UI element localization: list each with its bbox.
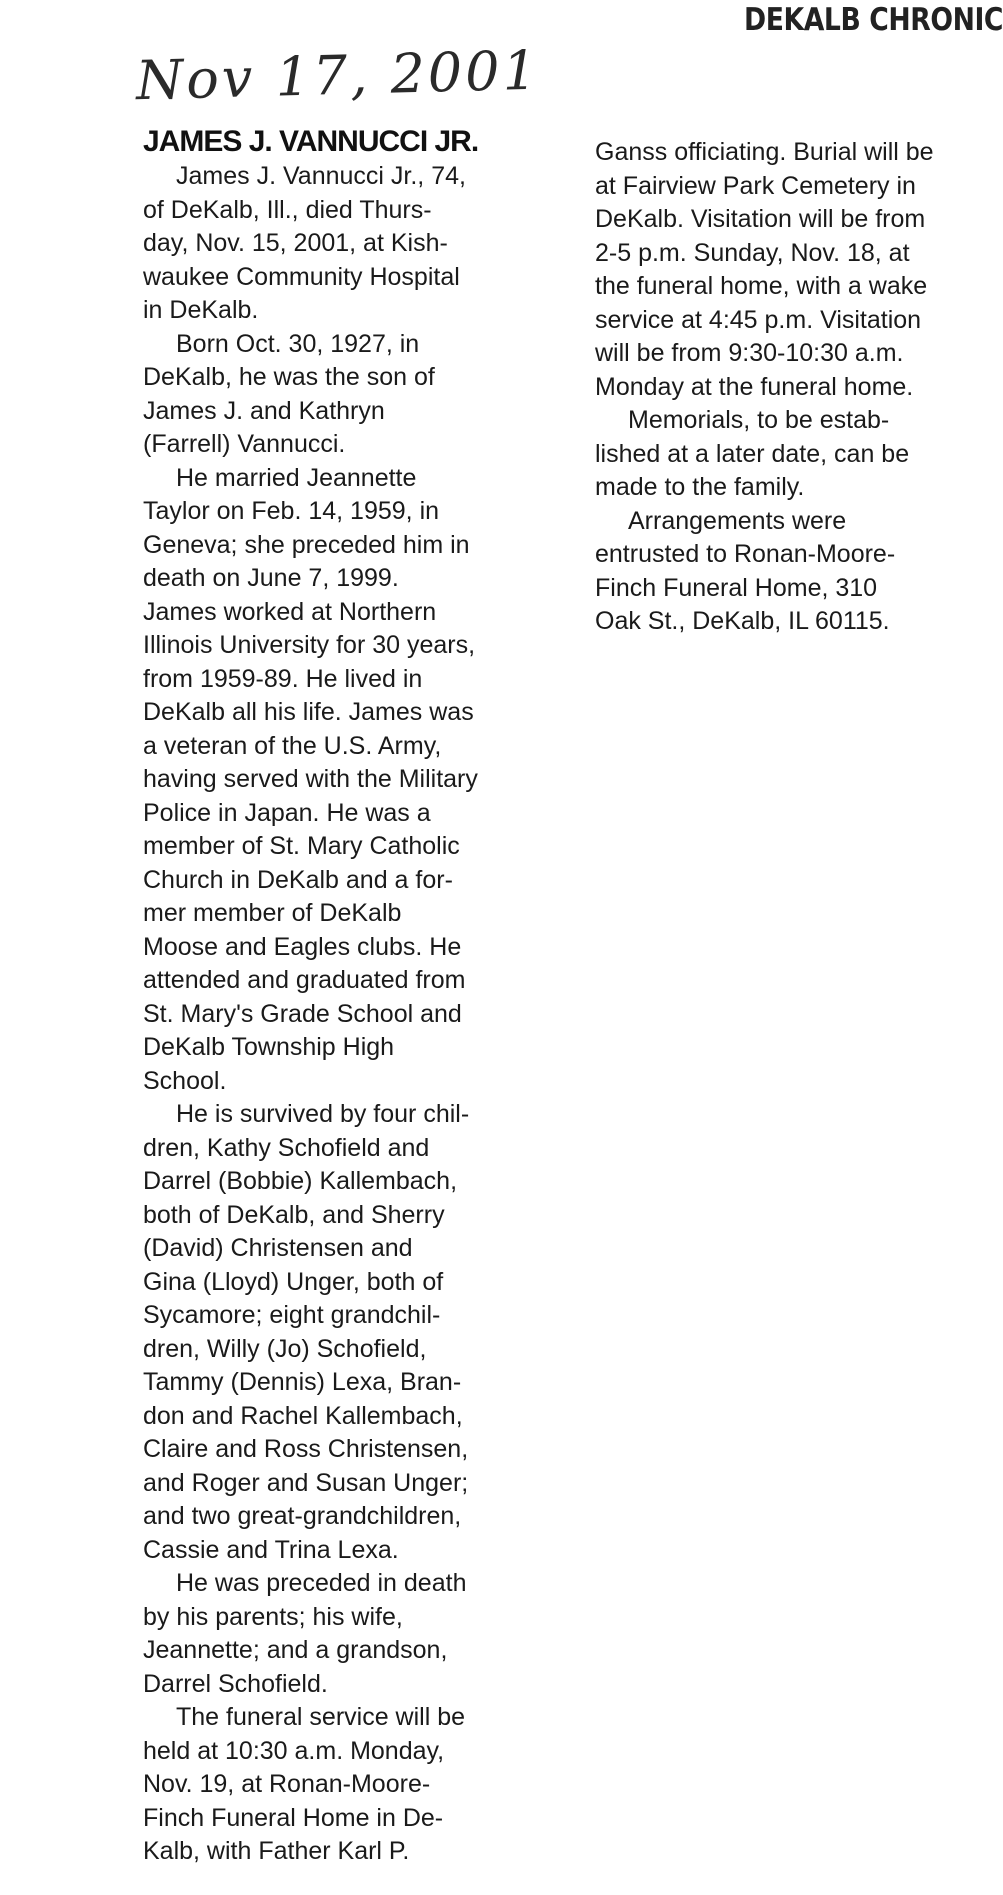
text-line: DeKalb. Visitation will be from — [595, 205, 926, 233]
text-line: Moose and Eagles clubs. He — [143, 932, 462, 961]
obituary-left-column — [143, 160, 523, 1869]
text-line: Sycamore; eight grandchil- — [143, 1301, 441, 1329]
text-line: DeKalb Township High — [143, 1033, 395, 1061]
text-line: Police in Japan. He was a — [143, 798, 431, 827]
text-line: Cassie and Trina Lexa. — [143, 1535, 399, 1564]
text-line: Darrel (Bobbie) Kallembach, — [143, 1167, 458, 1195]
text-line: having served with the Military — [143, 765, 478, 793]
text-line: 2-5 p.m. Sunday, Nov. 18, at — [595, 238, 910, 267]
text-line: Claire and Ross Christensen, — [143, 1435, 469, 1463]
text-line: at Fairview Park Cemetery in — [595, 171, 916, 200]
text-line: waukee Community Hospital — [143, 262, 460, 291]
obituary-right-column — [595, 136, 975, 639]
text-line: Born Oct. 30, 1927, in — [176, 329, 420, 358]
text-line: St. Mary's Grade School and — [143, 999, 462, 1028]
text-line: both of DeKalb, and Sherry — [143, 1200, 445, 1229]
text-line: He is survived by four chil- — [176, 1100, 470, 1128]
text-line: mer member of DeKalb — [143, 899, 402, 927]
text-line: Monday at the funeral home. — [595, 372, 914, 401]
text-line: from 1959-89. He lived in — [143, 664, 423, 693]
text-line: by his parents; his wife, — [143, 1602, 403, 1631]
text-line: lished at a later date, can be — [595, 439, 910, 468]
text-line: the funeral home, with a wake — [595, 272, 928, 300]
text-line: dren, Kathy Schofield and — [143, 1133, 430, 1162]
text-line: School. — [143, 1066, 227, 1095]
text-line: Darrel Schofield. — [143, 1669, 328, 1698]
text-line: Kalb, with Father Karl P. — [143, 1837, 410, 1865]
text-line: Memorials, to be estab- — [628, 406, 890, 434]
text-line: Arrangements were — [628, 506, 847, 535]
text-line: dren, Willy (Jo) Schofield, — [143, 1334, 427, 1363]
text-line: and two great-grandchildren, — [143, 1502, 462, 1530]
obituary-headline: JAMES J. VANNUCCI JR. — [143, 125, 479, 158]
text-line: day, Nov. 15, 2001, at Kish- — [143, 229, 448, 257]
text-line: Nov. 19, at Ronan-Moore- — [143, 1770, 431, 1798]
text-line: attended and graduated from — [143, 966, 466, 994]
text-line: Taylor on Feb. 14, 1959, in — [143, 497, 440, 525]
text-line: James J. Vannucci Jr., 74, — [176, 162, 466, 190]
text-line: death on June 7, 1999. — [143, 564, 399, 592]
text-line: (David) Christensen and — [143, 1234, 413, 1262]
text-line: and Roger and Susan Unger; — [143, 1468, 469, 1497]
text-line: held at 10:30 a.m. Monday, — [143, 1736, 445, 1765]
text-line: He was preceded in death — [176, 1569, 467, 1597]
text-line: Ganss officiating. Burial will be — [595, 138, 934, 166]
text-line: Gina (Lloyd) Unger, both of — [143, 1267, 444, 1296]
text-line: don and Rachel Kallembach, — [143, 1401, 463, 1430]
text-line: will be from 9:30-10:30 a.m. — [595, 339, 904, 367]
newspaper-masthead: DEKALB CHRONIC — [744, 2, 1003, 38]
text-line: member of St. Mary Catholic — [143, 832, 460, 860]
text-line: Tammy (Dennis) Lexa, Bran- — [143, 1368, 462, 1396]
text-line: entrusted to Ronan-Moore- — [595, 540, 896, 568]
text-line: made to the family. — [595, 473, 805, 501]
text-line: DeKalb all his life. James was — [143, 698, 474, 726]
text-line: (Farrell) Vannucci. — [143, 430, 346, 458]
text-line: Jeannette; and a grandson, — [143, 1636, 448, 1664]
text-line: Oak St., DeKalb, IL 60115. — [595, 607, 890, 635]
text-line: Illinois University for 30 years, — [143, 631, 476, 659]
text-line: He married Jeannette — [176, 463, 417, 492]
text-line: DeKalb, he was the son of — [143, 363, 435, 391]
text-line: a veteran of the U.S. Army, — [143, 731, 442, 760]
text-line: service at 4:45 p.m. Visitation — [595, 305, 922, 334]
text-line: The funeral service will be — [176, 1703, 466, 1731]
text-line: of DeKalb, Ill., died Thurs- — [143, 195, 432, 224]
text-line: in DeKalb. — [143, 296, 259, 324]
text-line: James J. and Kathryn — [143, 396, 385, 425]
handwritten-date: Nov 17, 2001 — [135, 38, 541, 113]
text-line: Church in DeKalb and a for- — [143, 865, 453, 894]
text-line: Geneva; she preceded him in — [143, 530, 470, 559]
text-line: Finch Funeral Home, 310 — [595, 573, 878, 602]
text-line: Finch Funeral Home in De- — [143, 1803, 444, 1832]
text-line: James worked at Northern — [143, 597, 437, 626]
